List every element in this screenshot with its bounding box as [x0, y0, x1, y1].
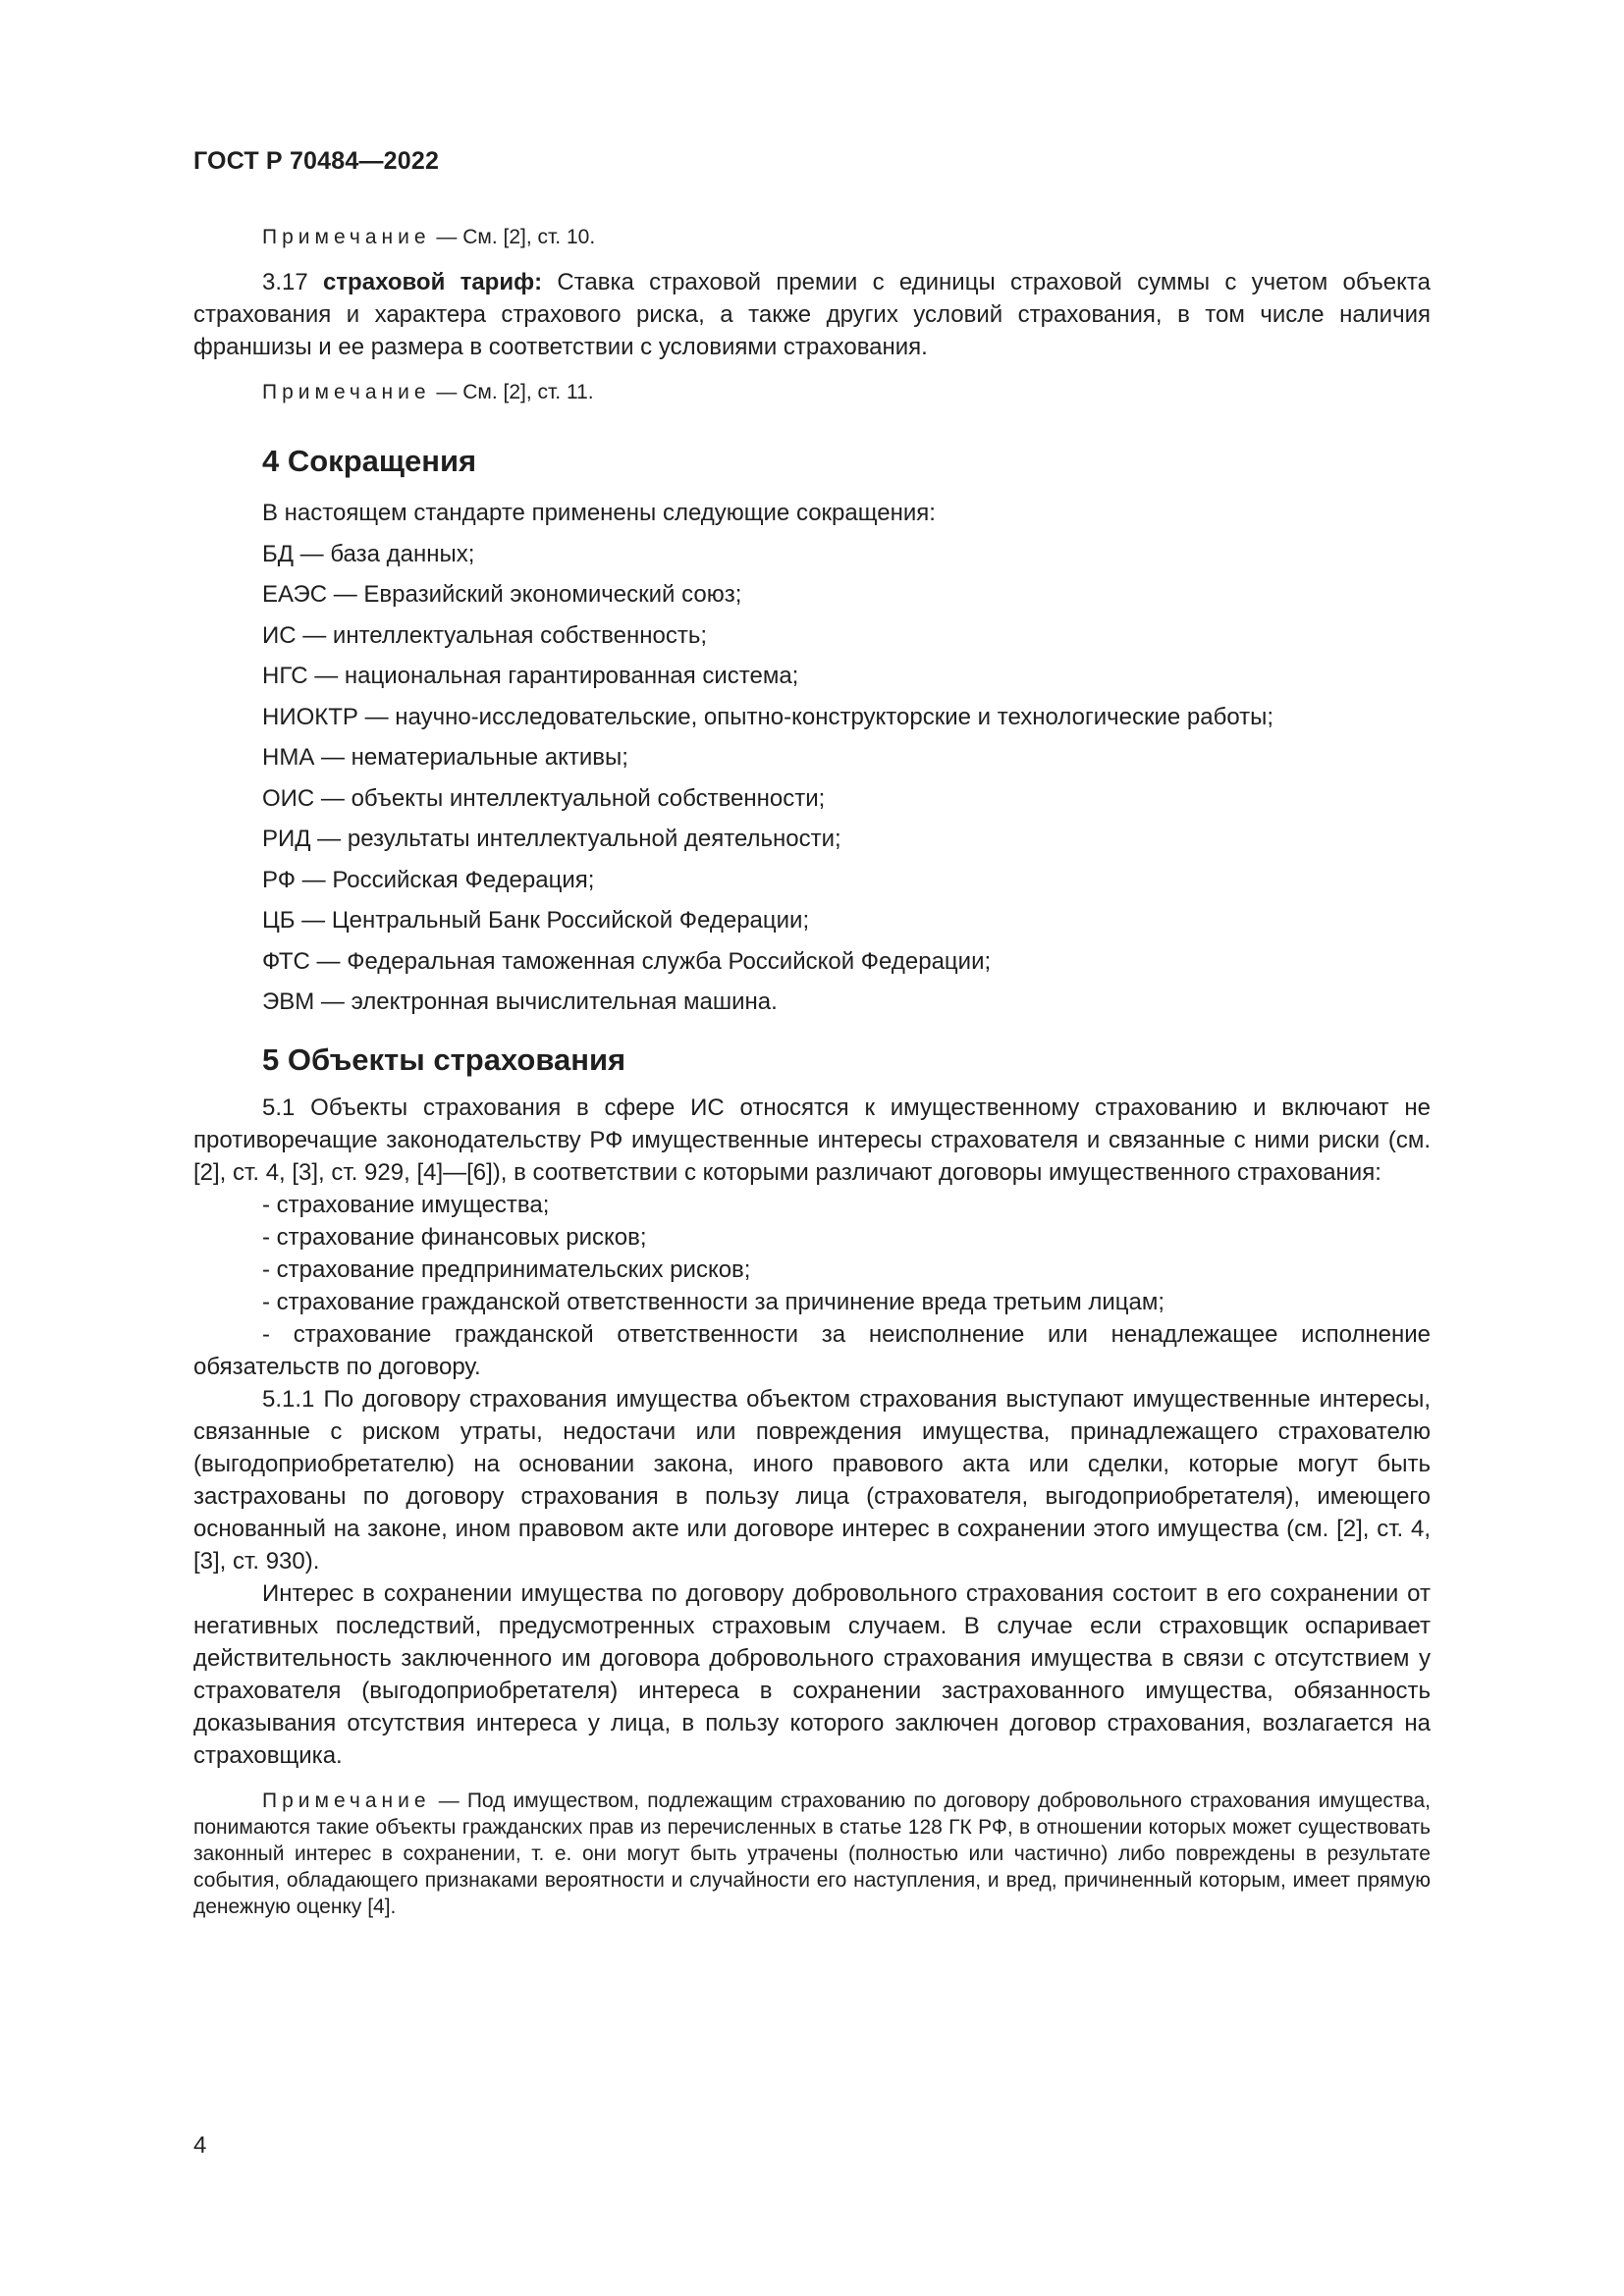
section-4-intro: В настоящем стандарте применены следующие сокращения: [262, 500, 936, 526]
note-3-17 [193, 377, 1431, 408]
section-4-heading: 4 Сокращения [262, 444, 477, 478]
abbreviation-item: БД — база данных; [262, 540, 475, 567]
bullet-item: - страхование имущества; [262, 1191, 550, 1218]
abbreviation-item: РФ — Российская Федерация; [262, 866, 595, 893]
abbreviation-item: ЭВМ — электронная вычислительная машина. [262, 988, 778, 1015]
term-name: страховой тариф: [322, 269, 543, 295]
bullet-item: - страхование гражданской ответственности за причинение вреда третьим лицам; [262, 1288, 1165, 1315]
abbreviation-item: НМА — нематериальные активы; [262, 744, 628, 771]
document-header: ГОСТ Р 70484—2022 [193, 147, 440, 175]
note-label: Примечание [262, 381, 431, 403]
note-text: — См. [2], ст. 11. [430, 381, 594, 403]
abbreviation-item: ЦБ — Центральный Банк Российской Федерации; [262, 907, 810, 934]
bullet-item: - страхование предпринимательских рисков; [262, 1255, 751, 1283]
bullet-item: - страхование гражданской ответственности за неисполнение или ненадлежащее исполнение обязательств по договору. [193, 1320, 1431, 1380]
term-definition: Ставка страховой премии с единицы страховой суммы с учетом объекта страхования и характера страхового риска, а также других условий страхования, в том числе наличия франшизы и ее размера в соответствии с условиями страхования. [193, 269, 1431, 360]
abbreviation-item: РИД — результаты интеллектуальной деятельности; [262, 826, 841, 852]
paragraph-5-1: 5.1 Объекты страхования в сфере ИС относятся к имущественному страхованию и включают не противоречащие законодательству РФ имущественные интересы страхователя и связанные с ними риски (см. [2], ст. 4, [3], ст. 929, [4]—[6]), в соответствии с которыми различают договоры имущественного страхования: [193, 1094, 1431, 1186]
section-5-heading: 5 Объекты страхования [262, 1041, 626, 1077]
abbreviation-item: ИС — интеллектуальная собственность; [262, 621, 708, 649]
abbreviation-item: ОИС — объекты интеллектуальной собственности; [262, 784, 826, 812]
note-text: — См. [2], ст. 10. [430, 226, 596, 248]
page-number: 4 [193, 2132, 207, 2159]
paragraph-5-1-1: 5.1.1 По договору страхования имущества объектом страхования выступают имущественные интересы, связанные с риском утраты, недостачи или повреждения имущества, принадлежащего страхователю (выгодоприобретателю) на основании закона, иного правового акта или сделки, которые могут быть застрахованы по договору страхования в пользу лица (страхователя, выгодоприобретателя), имеющего основанный на законе, ином правовом акте или договоре интерес в сохранении этого имущества (см. [2], ст. 4, [3], ст. 930). [193, 1385, 1431, 1575]
abbreviation-item: ФТС — Федеральная таможенная служба Российской Федерации; [262, 947, 992, 975]
note-text: — Под имуществом, подлежащим страхованию по договору добровольного страхования имущества, понимаются такие объекты гражданских прав из перечисленных в статье 128 ГК РФ, в отношении которых может существовать законный интерес в сохранении, т. е. они могут быть утрачены (полностью или частично) либо повреждены в результате события, обладающего признаками вероятности и случайности его наступления, и вред, причиненный которым, имеет прямую денежную оценку [4]. [193, 1789, 1431, 1918]
abbreviation-item: НГС — национальная гарантированная система; [262, 663, 799, 689]
note-5-1-1 [193, 1788, 1431, 1920]
page-content [193, 222, 1431, 1920]
term-definition-3-17 [193, 266, 1431, 363]
abbreviation-item: ЕАЭС — Евразийский экономический союз; [262, 581, 742, 608]
abbreviation-item: НИОКТР — научно-исследовательские, опытно-конструкторские и технологические работы; [262, 703, 1274, 730]
term-number: 3.17 [262, 269, 323, 295]
note-label: Примечание [262, 1789, 431, 1812]
note-label: Примечание [262, 226, 431, 248]
paragraph-interest: Интерес в сохранении имущества по договору добровольного страхования состоит в его сохранении от негативных последствий, предусмотренных страховым случаем. В случае если страховщик оспаривает действительность заключенного им договора добровольного страхования имущества в связи с отсутствием у страхователя (выгодоприобретателя) интереса в сохранении застрахованного имущества, обязанность доказывания отсутствия интереса у лица, в пользу которого заключен договор страхования, возлагается на страховщика. [193, 1579, 1431, 1769]
bullet-item: - страхование финансовых рисков; [262, 1223, 647, 1251]
note-3-16 [193, 222, 1431, 253]
